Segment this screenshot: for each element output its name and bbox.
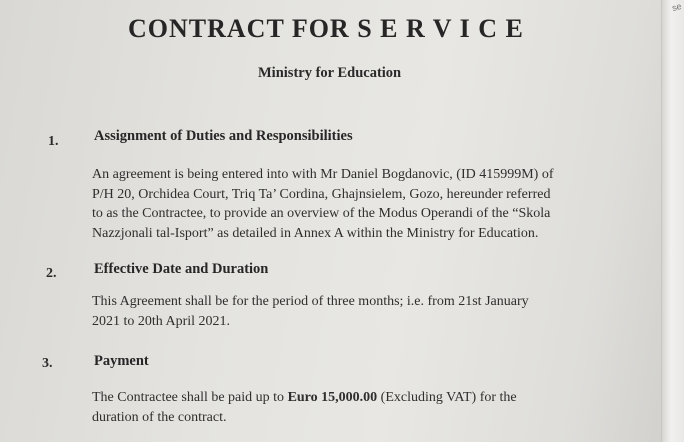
payment-amount: Euro 15,000.00 (287, 390, 378, 405)
paragraph-line (92, 388, 517, 408)
section-number: 1. (48, 134, 59, 149)
section-number: 3. (42, 356, 53, 371)
payment-text-start: The Contractee shall be paid up to (92, 390, 288, 405)
section-paragraph (92, 388, 517, 427)
document-title: CONTRACT FOR S E R V I C E (128, 14, 524, 43)
section-paragraph (92, 165, 554, 243)
paragraph-line: An agreement is being entered into with Mr Daniel Bogdanovic, (ID 415999M) of (92, 167, 554, 182)
edge-text: se (671, 0, 684, 14)
payment-text-end: (Excluding VAT) for the (377, 390, 517, 405)
section-heading: Effective Date and Duration (94, 261, 269, 277)
section-paragraph (92, 292, 529, 331)
paragraph-line: Nazzjonali tal-Isport” as detailed in Annex A within the Ministry for Education. (92, 225, 539, 241)
paragraph-line: duration of the contract. (92, 409, 227, 425)
paragraph-line: P/H 20, Orchidea Court, Triq Ta’ Cordina, Ghajnsielem, Gozo, hereunder referred (92, 186, 551, 202)
adjacent-page-edge (661, 0, 684, 442)
section-number: 2. (46, 266, 57, 281)
document-subtitle: Ministry for Education (258, 65, 402, 81)
section-heading: Payment (94, 353, 149, 369)
paragraph-line: This Agreement shall be for the period of three months; i.e. from 21st January (92, 294, 529, 309)
section-heading: Assignment of Duties and Responsibilities (94, 128, 353, 144)
paragraph-line: to as the Contractee, to provide an overview of the Modus Operandi of the “Skola (92, 206, 551, 221)
paragraph-line: 2021 to 20th April 2021. (92, 313, 231, 329)
